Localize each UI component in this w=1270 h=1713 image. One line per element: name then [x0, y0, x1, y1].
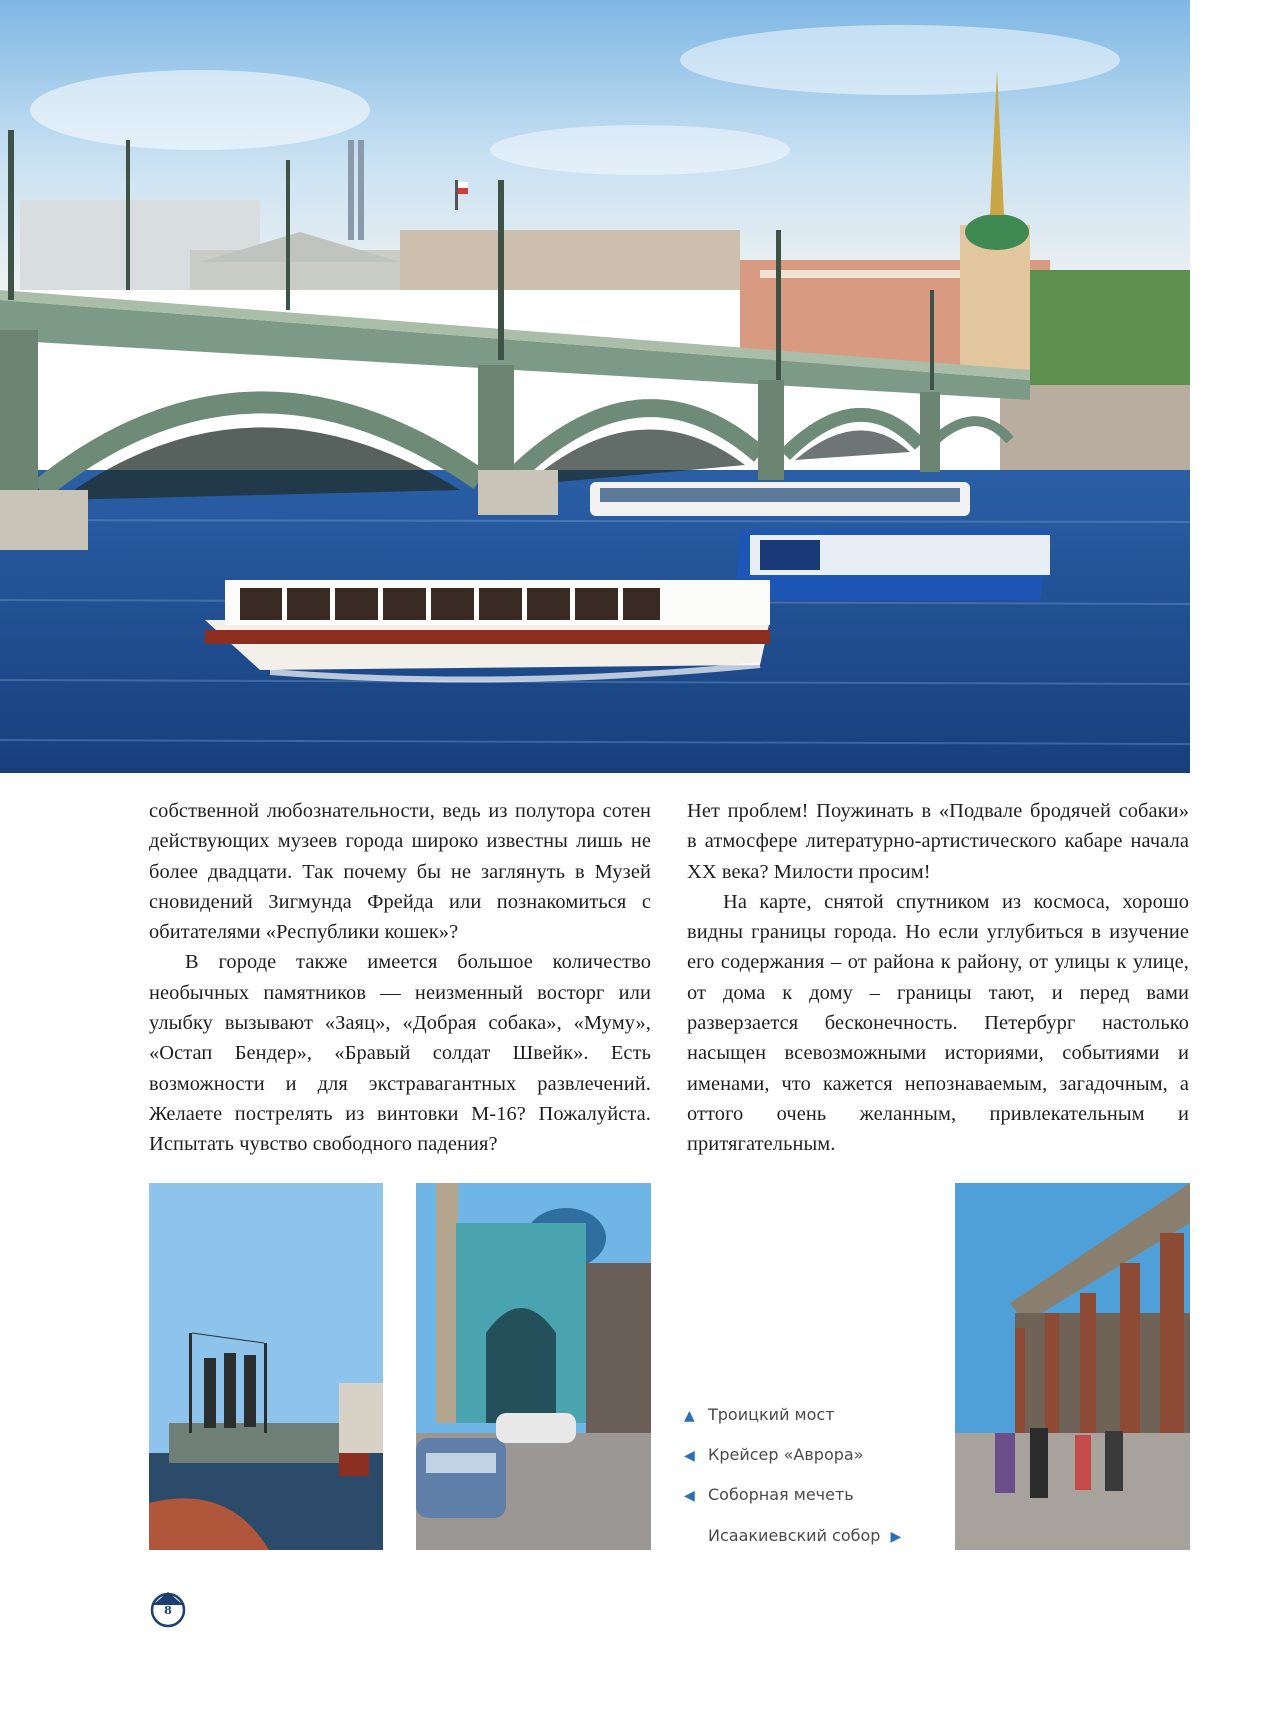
page-number-badge [149, 1588, 187, 1628]
text-column-right [687, 796, 1189, 1160]
paragraph: Нет проблем! Поужинать в «Подвале бродячей собаки» в атмосфере литературно-артистического кабаре начала XX века? Милости просим! [687, 800, 1189, 883]
photo-st-isaacs-cathedral [955, 1183, 1190, 1550]
paragraph: В городе также имеется большое количество необычных памятников — неизменный восторг или улыбку вызывают «Заяц», «Добрая собака», «Муму», «Остап Бендер», «Бравый солдат Швейк». Есть возможности и для экстравагантных развлечений. Желаете пострелять из винтовки М-16? Пожалуйста. Испытать чувство свободного падения? [149, 951, 651, 1156]
paragraph: На карте, снятой спутником из космоса, хорошо видны границы города. Но если углубиться в изучение его содержания – от района к району, от улицы к улице, от дома к дому – границы тают, и перед вами разверзается бесконечность. Петербург настолько насыщен всевозможными историями, событиями и именами, что кажется непознаваемым, загадочным, а оттого очень желанным, привлекательным и притягательным. [687, 890, 1189, 1156]
caption-cathedral: Исаакиевский собор ▶ [684, 1526, 914, 1545]
page-number: 8 [164, 1604, 172, 1617]
arrow-left-icon: ◀ [684, 1448, 695, 1464]
arrow-right-icon: ▶ [890, 1529, 902, 1545]
arrow-up-icon: ▲ [684, 1408, 695, 1424]
hero-photo-trinity-bridge [0, 0, 1190, 773]
caption-bridge: ▲ Троицкий мост [684, 1405, 835, 1424]
caption-mosque: ◀ Соборная мечеть [684, 1485, 854, 1504]
paragraph: собственной любознательности, ведь из полутора сотен действующих музеев города широко известны лишь не более двадцати. Так почему бы не заглянуть в Музей сновидений Зигмунда Фрейда или познакомиться с обитателями «Республики кошек»? [149, 800, 651, 944]
arrow-left-icon: ◀ [684, 1488, 695, 1504]
photo-cruiser-aurora [149, 1183, 383, 1550]
caption-cruiser: ◀ Крейсер «Аврора» [684, 1445, 864, 1464]
photo-cathedral-mosque [416, 1183, 651, 1550]
text-column-left [149, 796, 651, 1160]
